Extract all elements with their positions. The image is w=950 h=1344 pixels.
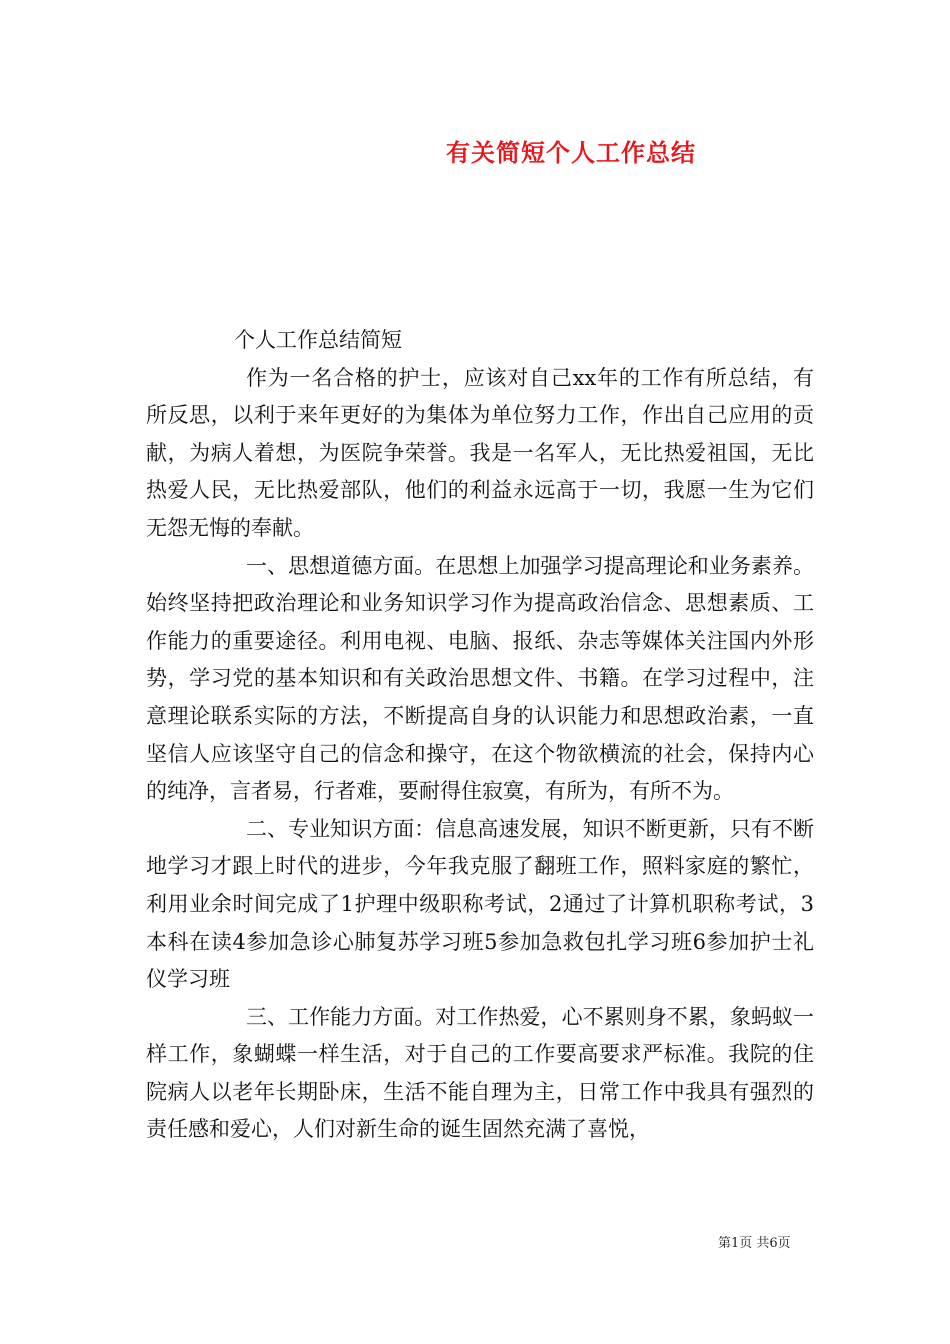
paragraph-ability: 三、工作能力方面。对工作热爱，心不累则身不累，象蚂蚁一样工作，象蝴蝶一样生活，对于自己的工作要高要求严标准。我院的住院病人以老年长期卧床，生活不能自理为主，日常工作中我具有强烈的责任感和爱心，人们对新生命的诞生固然充满了喜悦，: [146, 1004, 814, 1142]
document-subtitle: 个人工作总结简短: [234, 328, 402, 352]
document-title: 有关简短个人工作总结: [446, 139, 696, 167]
page-footer: 第1页 共6页: [718, 1236, 791, 1251]
paragraph-professional: 二、专业知识方面：信息高速发展，知识不断更新，只有不断地学习才跟上时代的进步，今年我克服了翻班工作，照料家庭的繁忙，利用业余时间完成了1护理中级职称考试，2通过了计算机职称考试，3本科在读4参加急诊心肺复苏学习班5参加急救包扎学习班6参加护士礼仪学习班: [146, 816, 814, 992]
paragraph-intro: 作为一名合格的护士，应该对自己xx年的工作有所总结，有所反思，以利于来年更好的为集体为单位努力工作，作出自己应用的贡献，为病人着想，为医院争荣誉。我是一名军人，无比热爱祖国，无比热爱人民，无比热爱部队，他们的利益永远高于一切，我愿一生为它们无怨无悔的奉献。: [146, 365, 814, 540]
paragraph-moral: 一、思想道德方面。在思想上加强学习提高理论和业务素养。始终坚持把政治理论和业务知识学习作为提高政治信念、思想素质、工作能力的重要途径。利用电视、电脑、报纸、杂志等媒体关注国内外形势，学习党的基本知识和有关政治思想文件、书籍。在学习过程中，注意理论联系实际的方法，不断提高自身的认识能力和思想政治素，一直坚信人应该坚守自己的信念和操守，在这个物欲横流的社会，保持内心的纯净，言者易，行者难，要耐得住寂寞，有所为，有所不为。: [146, 553, 814, 804]
document-body: [146, 322, 814, 1149]
